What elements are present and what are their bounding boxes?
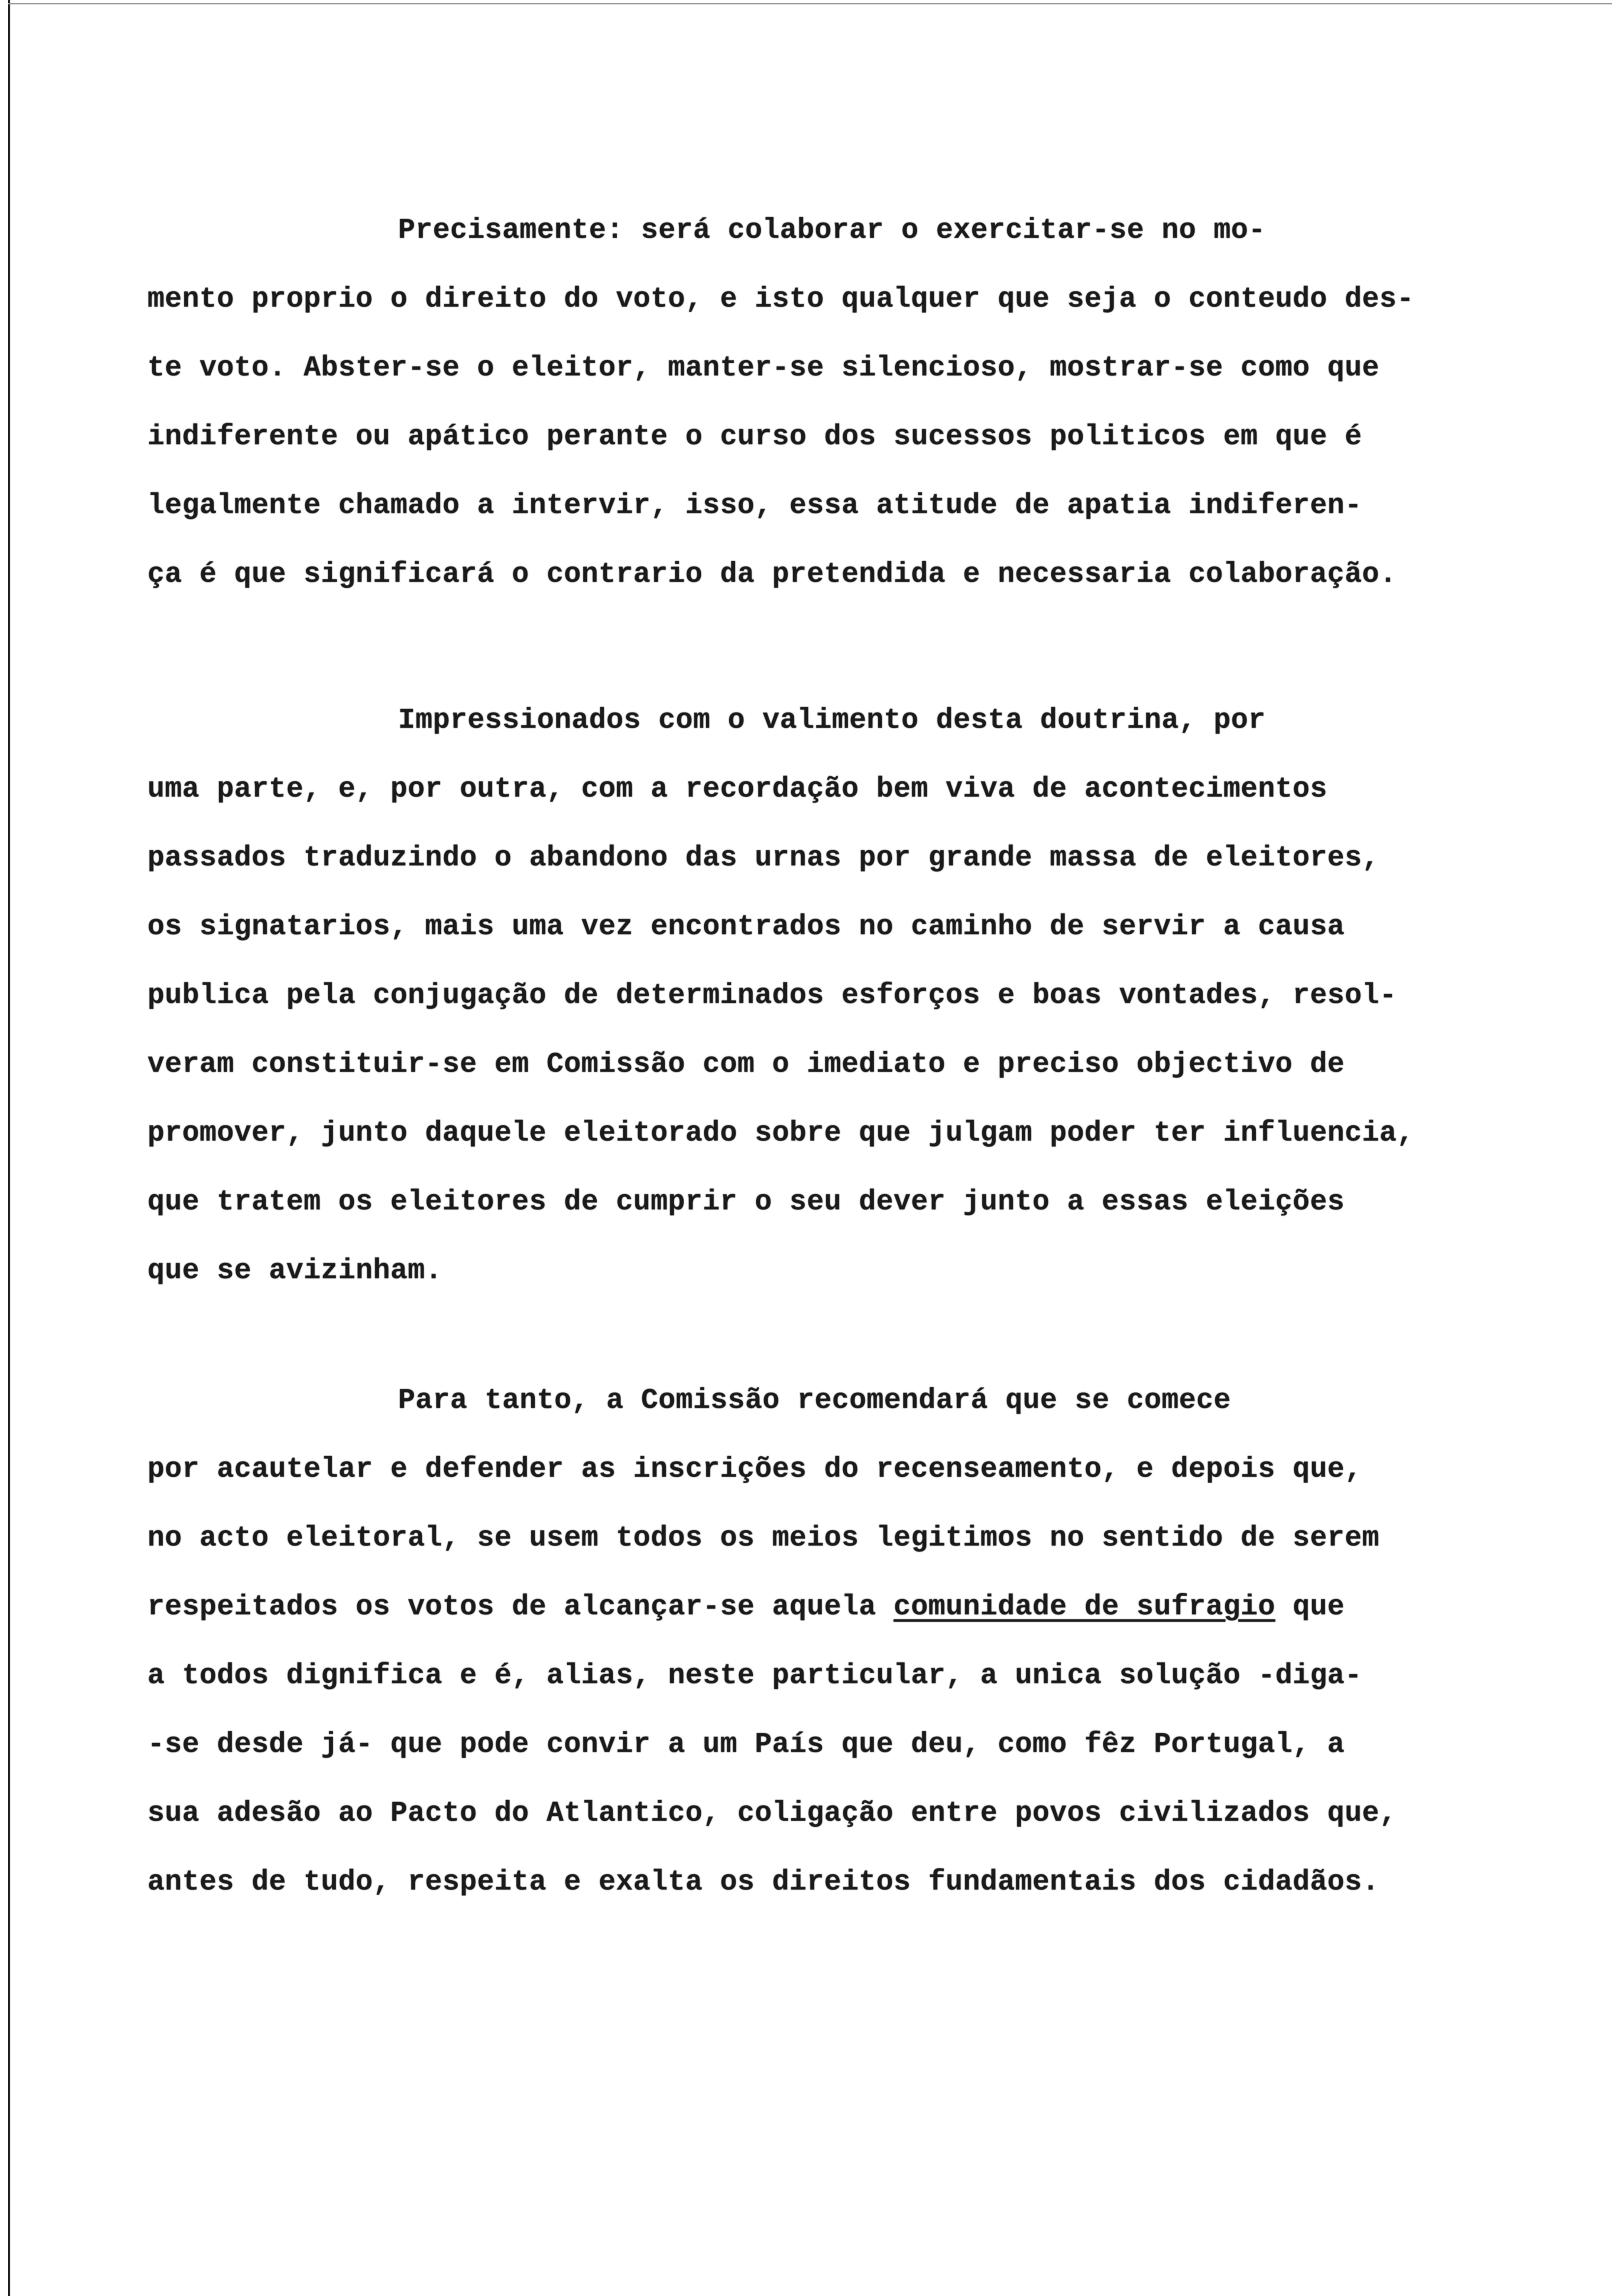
text-segment: Impressionados com o valimento desta doutrina, por <box>398 705 1266 737</box>
text-segment: a todos dignifica e é, alias, neste particular, a unica solução -diga- <box>147 1660 1362 1692</box>
text-line <box>147 1711 1345 1779</box>
text-segment: por acautelar e defender as inscrições do recenseamento, e depois que, <box>147 1454 1362 1486</box>
text-segment: uma parte, e, por outra, com a recordação bem viva de acontecimentos <box>147 774 1327 805</box>
text-line <box>147 1435 1362 1504</box>
text-segment: os signatarios, mais uma vez encontrados no caminho de servir a causa <box>147 911 1345 943</box>
text-segment: indiferente ou apático perante o curso dos sucessos politicos em que é <box>147 421 1362 453</box>
text-line <box>147 1573 1345 1642</box>
paragraph-2 <box>147 687 1414 1306</box>
text-line <box>147 334 1380 403</box>
text-segment: Precisamente: será colaborar o exercitar-se no mo- <box>398 215 1266 247</box>
text-segment: ça é que significará o contrario da pretendida e necessaria colaboração. <box>147 559 1397 591</box>
text-line <box>147 1237 1248 1306</box>
text-segment: te voto. Abster-se o eleitor, manter-se silencioso, mostrar-se como que <box>147 352 1380 384</box>
text-line <box>147 1367 1248 1435</box>
text-line <box>147 893 1345 962</box>
text-line <box>147 1504 1380 1573</box>
text-line <box>147 265 1414 334</box>
text-segment: sua adesão ao Pacto do Atlantico, coligação entre povos civilizados que, <box>147 1798 1397 1830</box>
text-segment: antes de tudo, respeita e exalta os direitos fundamentais dos cidadãos. <box>147 1866 1380 1898</box>
text-line <box>147 1642 1362 1711</box>
text-line <box>147 755 1327 824</box>
page-top-edge <box>8 3 1612 4</box>
text-line <box>147 1779 1397 1848</box>
text-segment: -se desde já- que pode convir a um País que deu, como fêz Portugal, a <box>147 1729 1345 1761</box>
text-line <box>147 1099 1414 1168</box>
text-line <box>147 687 1266 755</box>
paragraph-3 <box>147 1367 1397 1917</box>
text-segment: no acto eleitoral, se usem todos os meios legitimos no sentido de serem <box>147 1522 1380 1554</box>
text-line <box>147 1168 1345 1237</box>
text-line <box>147 1848 1380 1917</box>
text-line <box>147 824 1380 893</box>
text-segment: veram constituir-se em Comissão com o imediato e preciso objectivo de <box>147 1049 1345 1081</box>
text-segment: promover, junto daquele eleitorado sobre que julgam poder ter influencia, <box>147 1118 1414 1149</box>
text-segment: que se avizinham. <box>147 1255 443 1287</box>
text-segment: que <box>1275 1591 1345 1623</box>
text-line <box>147 472 1362 541</box>
text-line <box>147 197 1266 265</box>
text-segment: Para tanto, a Comissão recomendará que se comece <box>398 1385 1231 1417</box>
text-segment: mento proprio o direito do voto, e isto qualquer que seja o conteudo des- <box>147 284 1414 316</box>
text-segment: publica pela conjugação de determinados esforços e boas vontades, resol- <box>147 980 1397 1012</box>
text-segment: que tratem os eleitores de cumprir o seu dever junto a essas eleições <box>147 1186 1345 1218</box>
text-segment: passados traduzindo o abandono das urnas por grande massa de eleitores, <box>147 842 1380 874</box>
text-line <box>147 541 1397 609</box>
page-left-edge <box>8 0 10 2296</box>
underlined-text: comunidade de sufragio <box>893 1591 1275 1623</box>
paragraph-1 <box>147 197 1414 609</box>
text-segment: legalmente chamado a intervir, isso, essa atitude de apatia indiferen- <box>147 490 1362 522</box>
text-line <box>147 403 1362 472</box>
text-segment: respeitados os votos de alcançar-se aquela <box>147 1591 894 1623</box>
text-line <box>147 1031 1345 1099</box>
text-line <box>147 962 1397 1031</box>
